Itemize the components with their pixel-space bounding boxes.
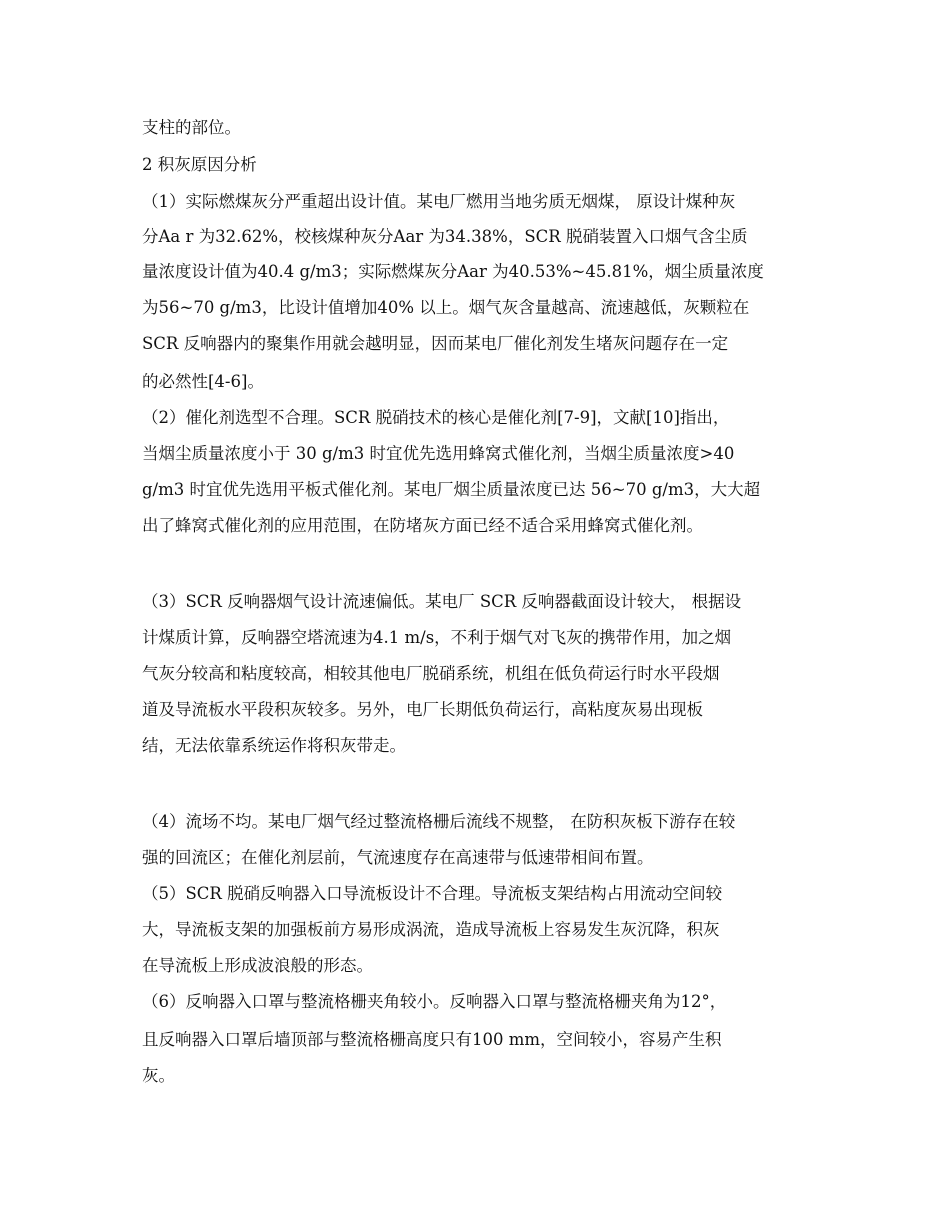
paragraph-line: 大，导流板支架的加强板前方易形成涡流，造成导流板上容易发生灰沉降，积灰 (142, 920, 720, 939)
paragraph-line: 分Aa r 为32.62%，校核煤种灰分Aar 为34.38%，SCR 脱硝装置入口烟气含尘质 (142, 227, 748, 246)
paragraph-line: 结，无法依靠系统运作将积灰带走。 (142, 736, 406, 755)
paragraph-line: 支柱的部位。 (142, 118, 241, 137)
paragraph-line: 在导流板上形成波浪般的形态。 (142, 956, 373, 975)
paragraph-line: 出了蜂窝式催化剂的应用范围，在防堵灰方面已经不适合采用蜂窝式催化剂。 (142, 516, 703, 535)
paragraph-line: 计煤质计算，反响器空塔流速为4.1 m/s，不利于烟气对飞灰的携带作用，加之烟 (142, 628, 732, 647)
section-heading: 2 积灰原因分析 (142, 155, 257, 174)
paragraph-line: （2）催化剂选型不合理。SCR 脱硝技术的核心是催化剂[7-9]，文献[10]指出， (142, 408, 730, 427)
paragraph-line: g/m3 时宜优先选用平板式催化剂。某电厂烟尘质量浓度已达 56~70 g/m3，大大超 (142, 480, 761, 499)
paragraph-line: 且反响器入口罩后墙顶部与整流格栅高度只有100 mm，空间较小，容易产生积 (142, 1030, 722, 1049)
paragraph-line: 量浓度设计值为40.4 g/m3；实际燃煤灰分Aar 为40.53%~45.81%，烟尘质量浓度 (142, 262, 764, 281)
paragraph-line: 的必然性[4-6]。 (142, 372, 264, 391)
paragraph-line: （6）反响器入口罩与整流格栅夹角较小。反响器入口罩与整流格栅夹角为12°， (142, 992, 727, 1011)
paragraph-line: 道及导流板水平段积灰较多。另外，电厂长期低负荷运行，高粘度灰易出现板 (142, 700, 703, 719)
paragraph-line: 气灰分较高和粘度较高，相较其他电厂脱硝系统，机组在低负荷运行时水平段烟 (142, 664, 720, 683)
paragraph-line: （5）SCR 脱硝反响器入口导流板设计不合理。导流板支架结构占用流动空间较 (142, 884, 723, 903)
paragraph-line: （4）流场不均。某电厂烟气经过整流格栅后流线不规整， 在防积灰板下游存在较 (142, 812, 736, 831)
paragraph-line: （3）SCR 反响器烟气设计流速偏低。某电厂 SCR 反响器截面设计较大， 根据设 (142, 592, 742, 611)
paragraph-line: 当烟尘质量浓度小于 30 g/m3 时宜优先选用蜂窝式催化剂，当烟尘质量浓度>40 (142, 444, 735, 463)
paragraph-line: 灰。 (142, 1066, 175, 1085)
paragraph-line: （1）实际燃煤灰分严重超出设计值。某电厂燃用当地劣质无烟煤， 原设计煤种灰 (142, 192, 736, 211)
paragraph-line: 为56~70 g/m3，比设计值增加40% 以上。烟气灰含量越高、流速越低，灰颗粒在 (142, 298, 750, 317)
paragraph-line: SCR 反响器内的聚集作用就会越明显，因而某电厂催化剂发生堵灰问题存在一定 (142, 334, 729, 353)
paragraph-line: 强的回流区；在催化剂层前，气流速度存在高速带与低速带相间布置。 (142, 848, 654, 867)
